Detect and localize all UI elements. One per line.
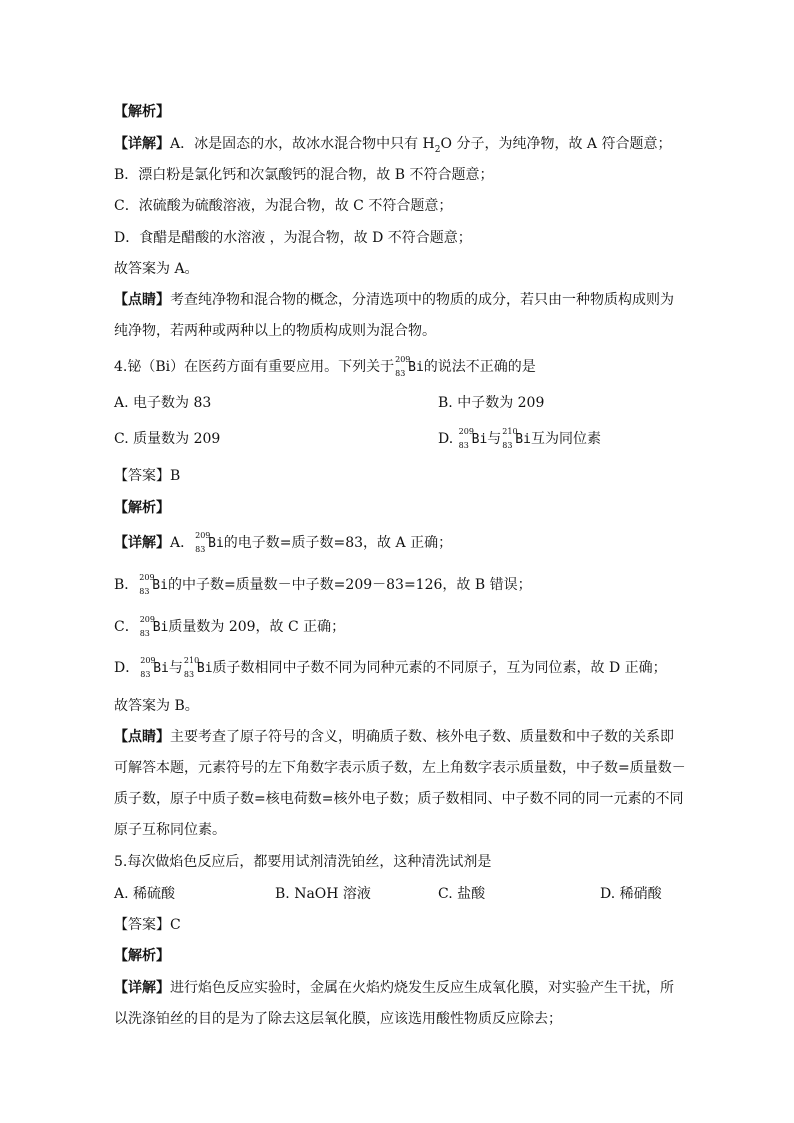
xiangjie-tag: 【详解】 — [114, 136, 170, 152]
xiangjie-tag: 【详解】 — [114, 535, 170, 551]
element-symbol: Bi — [515, 432, 531, 447]
conjunction: 与 — [487, 431, 502, 447]
atomic-number: 83 — [139, 629, 150, 638]
element-symbol: Bi — [153, 661, 169, 676]
q4-option-a: A. 电子数为 83 — [114, 395, 212, 411]
bi209-nuclide — [139, 656, 156, 679]
explanation-text: 质子数相同中子数不同为同种元素的不同原子，互为同位素，故 D 正确； — [212, 660, 667, 676]
bi209-nuclide — [139, 617, 153, 637]
mass-number: 210 — [502, 427, 518, 436]
option-label: A． — [170, 535, 195, 551]
option-label: D. — [438, 431, 454, 447]
explanation-text: 质量数为 209，故 C 正确； — [168, 619, 346, 635]
element-symbol: Bi — [196, 661, 213, 676]
q4-jiexi-heading: 【解析】 — [114, 500, 170, 516]
mass-number: 210 — [183, 656, 200, 665]
explanation-line-d: D．食醋是醋酸的水溶液 ，为混合物，故 D 不符合题意； — [114, 230, 472, 246]
mass-number: 209 — [195, 531, 211, 540]
q5-option-c: C. 盐酸 — [438, 886, 486, 902]
q4-dianjing-line-3: 质子数，原子中质子数=核电荷数=核外电子数；质子数相同、中子数不同的同一元素的不同 — [114, 791, 684, 807]
q4-explanation-c — [114, 617, 704, 638]
mass-number: 209 — [458, 427, 474, 436]
dianjing-tag: 【点睛】 — [114, 292, 170, 308]
option-label: B． — [114, 577, 139, 593]
dianjing-text: 主要考查了原子符号的含义，明确质子数、核外电子数、质量数和中子数的关系即 — [170, 729, 674, 745]
xiangjie-text: 进行焰色反应实验时，金属在火焰灼烧发生反应生成氧化膜，对实验产生干扰，所 — [170, 980, 674, 996]
q4-dianjing-line-4: 原子互称同位素。 — [114, 822, 226, 838]
question-5-stem: 5.每次做焰色反应后，都要用试剂清洗铂丝，这种清洗试剂是 — [114, 854, 492, 870]
h2o-subscript: 2 — [434, 144, 441, 155]
element-symbol: Bi — [471, 432, 488, 447]
q4-option-d — [438, 429, 601, 450]
explanation-text: 的中子数=质量数－中子数=209－83=126，故 B 错误； — [167, 577, 532, 593]
atomic-number: 83 — [502, 441, 513, 450]
q4-explanation-a — [114, 533, 704, 554]
q4-stem-post: 的说法不正确的是 — [423, 359, 536, 375]
atomic-number: 83 — [183, 670, 195, 679]
option-label: C． — [114, 619, 139, 635]
dianjing-tag: 【点睛】 — [114, 729, 170, 745]
atomic-number: 83 — [140, 670, 151, 679]
q4-answer-statement: 故答案为 B。 — [114, 698, 199, 714]
q5-option-b: B. NaOH 溶液 — [275, 886, 371, 902]
explanation-line-b: B．漂白粉是氯化钙和次氯酸钙的混合物，故 B 不符合题意； — [114, 167, 494, 183]
q4-dianjing-line-1 — [114, 727, 704, 747]
q5-option-d: D. 稀硝酸 — [600, 886, 662, 902]
q4-explanation-b — [114, 575, 704, 596]
q5-jiexi-heading: 【解析】 — [114, 948, 170, 964]
bi209-nuclide — [458, 429, 472, 449]
jiexi-heading: 【解析】 — [114, 104, 170, 120]
q4-explanation-d — [114, 658, 704, 679]
atomic-number: 83 — [458, 441, 469, 450]
q4-option-b: B. 中子数为 209 — [438, 395, 545, 411]
mass-number: 209 — [395, 355, 411, 364]
bi209-nuclide — [194, 531, 211, 554]
dianjing-text-1: 考查纯净物和混合物的概念，分清选项中的物质的成分，若只由一种物质构成则为 — [170, 292, 674, 308]
element-symbol: Bi — [408, 360, 424, 375]
atomic-number: 83 — [195, 545, 206, 554]
xiangjie-tag: 【详解】 — [114, 980, 170, 996]
element-symbol: Bi — [152, 620, 169, 635]
explanation-a-post: O 分子，为纯净物，故 A 符合题意； — [440, 136, 672, 152]
option-label: D． — [114, 660, 140, 676]
q4-stem-pre: 4.铋（Bi）在医药方面有重要应用。下列关于 — [114, 359, 395, 375]
option-d-text: 互为同位素 — [530, 431, 601, 447]
dianjing-line-1 — [114, 290, 704, 310]
q4-option-c: C. 质量数为 209 — [114, 431, 221, 447]
q5-option-a: A. 稀硫酸 — [114, 886, 176, 902]
bi210-nuclide — [501, 427, 518, 450]
bi209-nuclide — [394, 355, 411, 378]
explanation-line-c: C．浓硫酸为硫酸溶液，为混合物，故 C 不符合题意； — [114, 198, 453, 214]
bi210-nuclide — [183, 656, 200, 679]
q4-answer: 【答案】B — [114, 468, 181, 484]
answer-statement: 故答案为 A。 — [114, 261, 199, 277]
atomic-number: 83 — [395, 369, 406, 378]
mass-number: 209 — [140, 656, 156, 665]
q5-xiangjie-line-2: 以洗涤铂丝的目的是为了除去这层氧化膜，应该选用酸性物质反应除去； — [114, 1011, 562, 1027]
mass-number: 209 — [139, 615, 155, 624]
question-4-stem — [114, 357, 704, 378]
mass-number: 209 — [139, 573, 155, 582]
q5-xiangjie-line-1 — [114, 978, 704, 998]
explanation-text: 的电子数=质子数=83，故 A 正确； — [223, 535, 453, 551]
explanation-a-pre: A．冰是固态的水，故冰水混合物中只有 H — [170, 136, 435, 152]
dianjing-line-2: 纯净物，若两种或两种以上的物质构成则为混合物。 — [114, 323, 436, 339]
explanation-line-a — [114, 134, 704, 160]
element-symbol: Bi — [152, 578, 168, 593]
element-symbol: Bi — [208, 536, 224, 551]
bi209-nuclide — [138, 573, 155, 596]
conjunction: 与 — [168, 660, 183, 676]
q5-answer: 【答案】C — [114, 917, 181, 933]
atomic-number: 83 — [139, 587, 150, 596]
q4-dianjing-line-2: 可解答本题，元素符号的左下角数字表示质子数，左上角数字表示质量数，中子数=质量数－ — [114, 760, 686, 776]
